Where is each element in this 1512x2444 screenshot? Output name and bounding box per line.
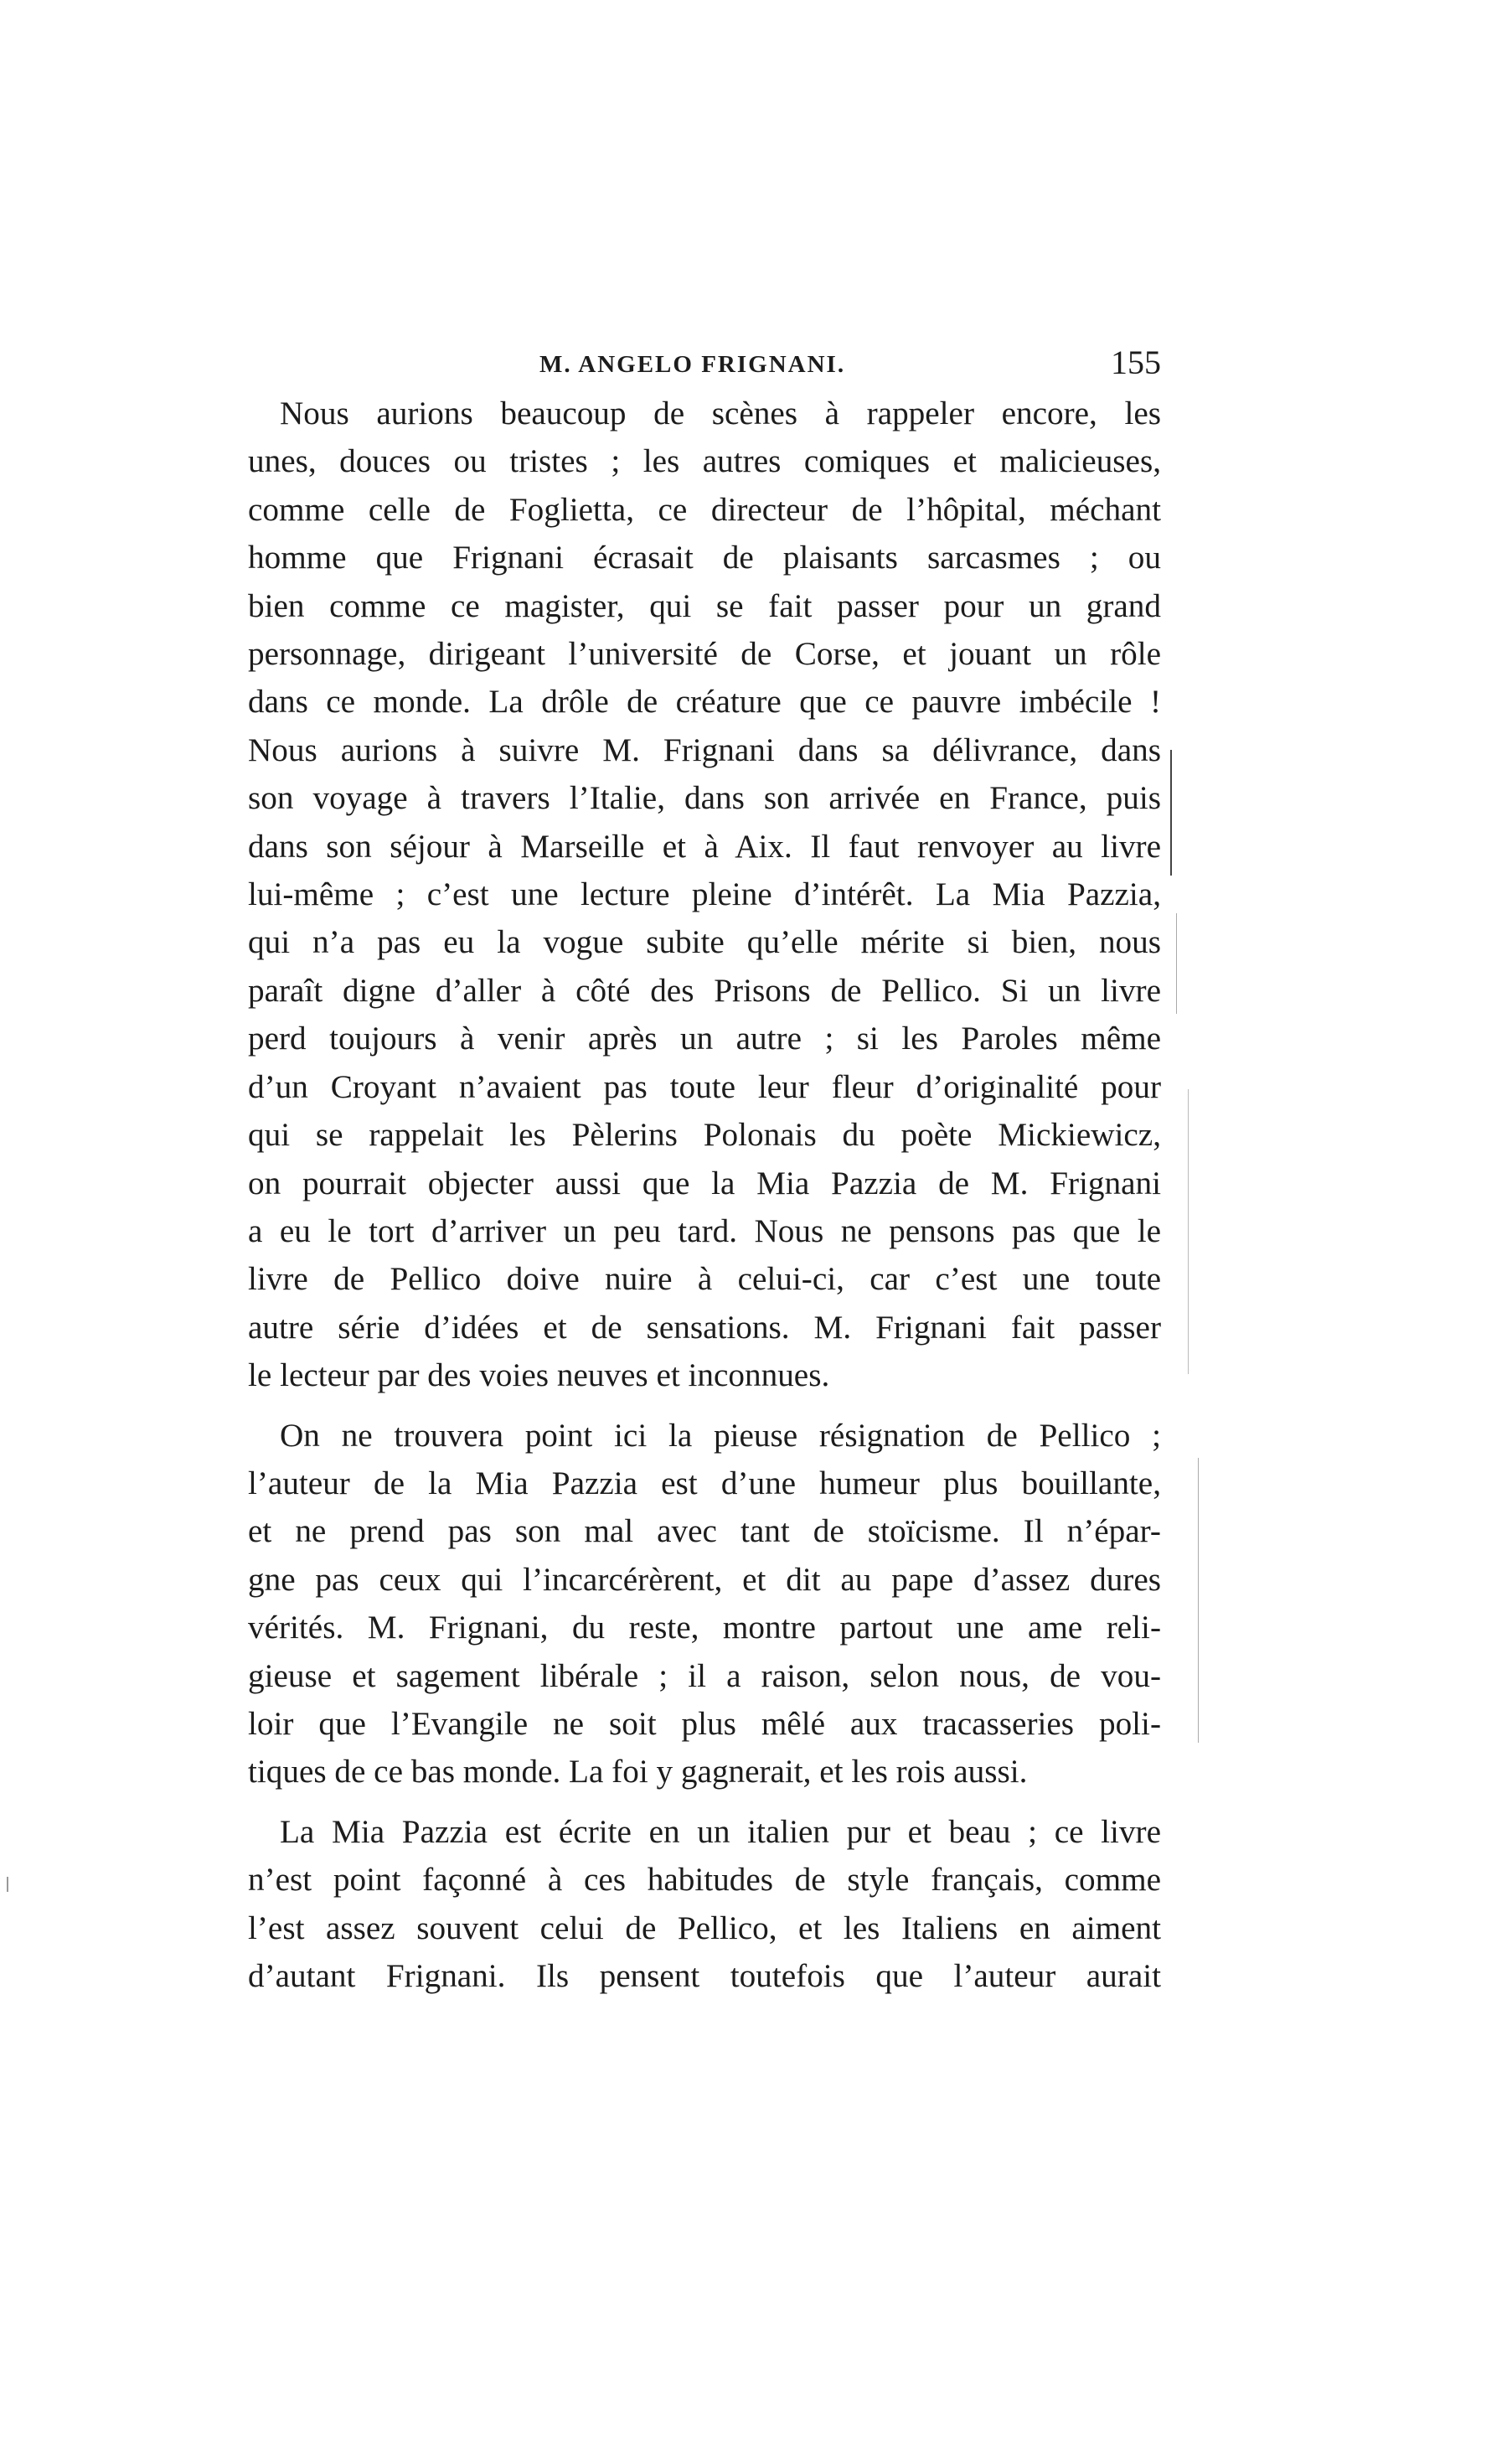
text-line: et ne prend pas son mal avec tant de stoïcisme. Il n’épar- [248,1513,1161,1550]
text-line: autre série d’idées et de sensations. M. Frignani fait passer [248,1309,1161,1346]
text-line: le lecteur par des voies neuves et inconnues. [248,1357,830,1394]
text-line: bien comme ce magister, qui se fait passer pour un grand [248,587,1161,624]
text-line: on pourrait objecter aussi que la Mia Pazzia de M. Frignani [248,1165,1161,1201]
margin-pencil-mark [1176,913,1177,1014]
text-line: gne pas ceux qui l’incarcérèrent, et dit au pape d’assez dures [248,1561,1161,1598]
text-line: gieuse et sagement libérale ; il a raison, selon nous, de vou- [248,1657,1161,1694]
paragraph-3 [248,1808,1161,2001]
text-line: personnage, dirigeant l’université de Corse, et jouant un rôle [248,636,1161,673]
running-head [248,339,1161,390]
body-text [248,390,1161,2000]
text-line: paraît digne d’aller à côté des Prisons de Pellico. Si un livre [248,972,1161,1009]
text-line: lui-même ; c’est une lecture pleine d’intérêt. La Mia Pazzia, [248,876,1161,913]
text-line: qui se rappelait les Pèlerins Polonais du poète Mickiewicz, [248,1117,1161,1154]
text-line: unes, douces ou tristes ; les autres comiques et malicieuses, [248,443,1161,480]
text-line: perd toujours à venir après un autre ; si les Paroles même [248,1020,1161,1057]
paragraph-1 [248,390,1161,1400]
text-line: qui n’a pas eu la vogue subite qu’elle mérite si bien, nous [248,924,1161,961]
text-line: tiques de ce bas monde. La foi y gagnerait, et les rois aussi. [248,1754,1028,1790]
text-line: homme que Frignani écrasait de plaisants sarcasmes ; ou [248,540,1161,576]
text-line: dans ce monde. La drôle de créature que ce pauvre imbécile ! [248,684,1161,721]
paragraph-2 [248,1412,1161,1796]
text-line: comme celle de Foglietta, ce directeur de l’hôpital, méchant [248,491,1161,528]
text-line: vérités. M. Frignani, du reste, montre partout une ame reli- [248,1610,1161,1646]
text-line: a eu le tort d’arriver un peu tard. Nous ne pensons pas que le [248,1212,1161,1249]
text-line: l’est assez souvent celui de Pellico, et les Italiens en aiment [248,1909,1161,1946]
text-line: livre de Pellico doive nuire à celui-ci, car c’est une toute [248,1261,1161,1298]
text-line: loir que l’Evangile ne soit plus mêlé aux tracasseries poli- [248,1705,1161,1742]
text-line: dans son séjour à Marseille et à Aix. Il faut renvoyer au livre [248,828,1161,865]
scan-speck [7,1877,8,1892]
text-line: On ne trouvera point ici la pieuse résignation de Pellico ; [280,1417,1161,1454]
text-line: son voyage à travers l’Italie, dans son arrivée en France, puis [248,780,1161,817]
text-line: d’un Croyant n’avaient pas toute leur fleur d’originalité pour [248,1068,1161,1105]
running-title: M. ANGELO FRIGNANI. [539,351,846,378]
text-line: d’autant Frignani. Ils pensent toutefois que l’auteur aurait [248,1958,1161,1994]
margin-pencil-mark [1198,1458,1199,1743]
text-line: Nous aurions à suivre M. Frignani dans sa délivrance, dans [248,731,1161,768]
text-line: l’auteur de la Mia Pazzia est d’une humeur plus bouillante, [248,1465,1161,1501]
book-page [248,339,1161,2000]
text-line: Nous aurions beaucoup de scènes à rappeler encore, les [280,395,1161,431]
page-number: 155 [1111,344,1161,381]
text-line: La Mia Pazzia est écrite en un italien pur et beau ; ce livre [280,1813,1161,1850]
margin-pencil-mark [1188,1089,1189,1374]
margin-pencil-mark [1170,750,1172,876]
text-line: n’est point façonné à ces habitudes de style français, comme [248,1862,1161,1899]
